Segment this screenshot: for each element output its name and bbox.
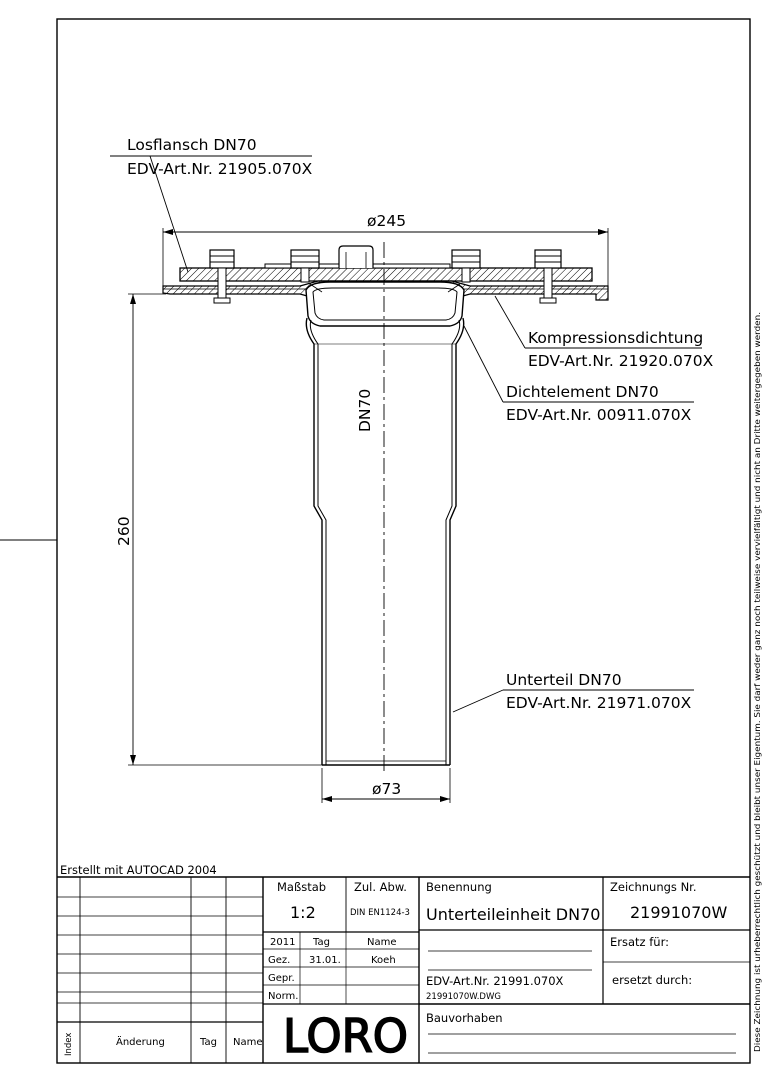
dimension-height [128, 294, 322, 765]
rev-day: Tag [200, 1037, 217, 1048]
tolerance-value: DIN EN1124-3 [350, 908, 410, 918]
year: 2011 [270, 937, 296, 948]
drawn-name: Koeh [371, 955, 396, 966]
dichtelement-article: EDV-Art.Nr. 00911.070X [506, 406, 692, 424]
rev-name: Name [233, 1037, 263, 1048]
name-value: Unterteileinheit DN70 [426, 905, 601, 924]
flange-plate [180, 264, 592, 281]
copyright-note: Diese Zeichnung ist urheberrechtlich geschützt und bleibt unser Eigentum. Sie darf weder ganz noch teilweise vervielfältigt und nicht an Dritte weitergegeben werden. [752, 364, 762, 1052]
tolerance-label: Zul. Abw. [354, 880, 407, 894]
scale-label: Maßstab [277, 880, 327, 894]
loro-logo [283, 1009, 408, 1063]
checked-label: Gepr. [268, 973, 295, 984]
center-boss [339, 246, 373, 268]
norm-label: Norm. [268, 991, 299, 1002]
day-label: Tag [313, 937, 330, 948]
replacement-for: Ersatz für: [610, 935, 669, 949]
unterteil-article: EDV-Art.Nr. 21971.070X [506, 694, 692, 712]
project-label: Bauvorhaben [426, 1011, 503, 1025]
logo-text: LORO [283, 1009, 408, 1063]
kompression-article: EDV-Art.Nr. 21920.070X [528, 352, 714, 370]
height-label: 260 [115, 516, 133, 546]
created-with: Erstellt mit AUTOCAD 2004 [60, 863, 217, 877]
drawn-date: 31.01. [309, 955, 341, 966]
person-label: Name [367, 937, 397, 948]
rev-index: Index [64, 1032, 74, 1056]
losflansch-article: EDV-Art.Nr. 21905.070X [127, 160, 313, 178]
dichtelement-name: Dichtelement DN70 [506, 383, 659, 401]
file-name: 21991070W.DWG [426, 992, 501, 1002]
kompression-name: Kompressionsdichtung [528, 329, 704, 347]
drawing-no-label: Zeichnungs Nr. [610, 880, 697, 894]
compression-seal [306, 282, 464, 326]
scale-value: 1:2 [290, 903, 316, 922]
rev-change: Änderung [116, 1037, 165, 1048]
unterteil-name: Unterteil DN70 [506, 671, 622, 689]
pipe-body [306, 318, 463, 765]
losflansch-name: Losflansch DN70 [127, 136, 257, 154]
drawn-label: Gez. [268, 955, 291, 966]
nominal-label: DN70 [356, 388, 374, 432]
flange-diameter-label: ø245 [367, 212, 407, 230]
replaced-by: ersetzt durch: [612, 973, 693, 987]
pipe-diameter-label: ø73 [372, 780, 402, 798]
article-no: EDV-Art.Nr. 21991.070X [426, 974, 564, 988]
name-label: Benennung [426, 880, 492, 894]
drawing-no-value: 21991070W [630, 903, 728, 922]
